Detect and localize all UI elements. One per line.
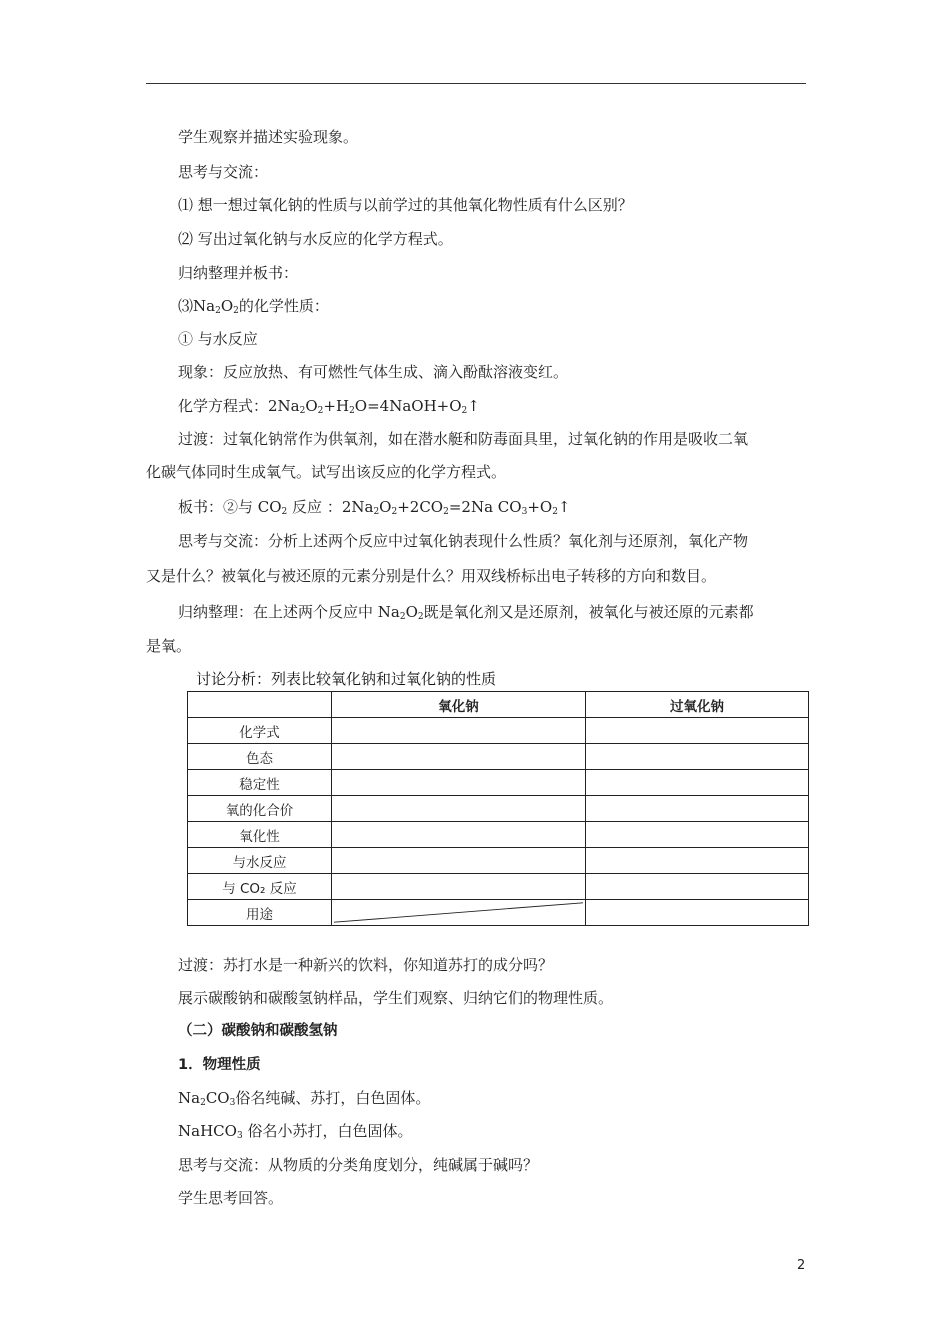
- header-rule: [146, 83, 806, 84]
- empty-cell: [332, 796, 586, 822]
- table-row: [188, 900, 809, 926]
- paragraph: 现象：反应放热、有可燃性气体生成、滴入酚酞溶液变红。: [178, 363, 569, 381]
- empty-cell-diagonal: [332, 900, 586, 926]
- empty-cell: [332, 874, 586, 900]
- empty-cell: [332, 770, 586, 796]
- row-label: 稳定性: [188, 770, 332, 796]
- paragraph: NaHCO$_3$ 俗名小苏打，白色固体。: [178, 1122, 413, 1141]
- paragraph: 化学方程式：$2Na_2O_2+H_2O=4NaOH+O_2↑$: [178, 397, 480, 416]
- table-row: [188, 770, 809, 796]
- row-label: 与水反应: [188, 848, 332, 874]
- table-header-row: [188, 692, 809, 718]
- empty-cell: [586, 822, 809, 848]
- diagonal-stroke: [332, 900, 585, 925]
- paragraph: 归纳整理：在上述两个反应中 $Na_2O_2$既是氧化剂又是还原剂，被氧化与被还原的元素都: [178, 603, 754, 622]
- paragraph: 思考与交流：: [178, 163, 269, 181]
- row-label: 色态: [188, 744, 332, 770]
- empty-cell: [586, 770, 809, 796]
- empty-cell: [332, 848, 586, 874]
- table-row: [188, 718, 809, 744]
- empty-cell: [332, 718, 586, 744]
- table-row: [188, 874, 809, 900]
- empty-cell: [332, 744, 586, 770]
- comparison-table: [187, 691, 809, 926]
- table-row: [188, 744, 809, 770]
- paragraph: 是氧。: [146, 637, 192, 655]
- table-row: [188, 796, 809, 822]
- empty-cell: [586, 744, 809, 770]
- table-caption: 讨论分析：列表比较氧化钠和过氧化钠的性质: [196, 670, 497, 688]
- paragraph: 又是什么？被氧化与被还原的元素分别是什么？用双线桥标出电子转移的方向和数目。: [146, 567, 717, 585]
- paragraph: 过渡：过氧化钠常作为供氧剂，如在潜水艇和防毒面具里，过氧化钠的作用是吸收二氧: [178, 430, 749, 448]
- paragraph: 思考与交流：分析上述两个反应中过氧化钠表现什么性质？氧化剂与还原剂，氧化产物: [178, 532, 749, 550]
- section-heading: （二）碳酸钠和碳酸氢钠: [178, 1023, 338, 1039]
- subsection-heading: 1．物理性质: [178, 1057, 261, 1073]
- empty-cell: [586, 796, 809, 822]
- header-cell: 过氧化钠: [586, 692, 809, 718]
- paragraph: ① 与水反应: [178, 330, 258, 348]
- header-cell: 氧化钠: [332, 692, 586, 718]
- table-row: [188, 822, 809, 848]
- paragraph: 过渡：苏打水是一种新兴的饮料，你知道苏打的成分吗？: [178, 956, 554, 974]
- page-number: 2: [797, 1258, 806, 1273]
- row-label: 用途: [188, 900, 332, 926]
- paragraph: 展示碳酸钠和碳酸氢钠样品，学生们观察、归纳它们的物理性质。: [178, 989, 614, 1007]
- empty-cell: [586, 874, 809, 900]
- paragraph: 归纳整理并板书：: [178, 264, 299, 282]
- row-label: 氧化性: [188, 822, 332, 848]
- header-cell: [188, 692, 332, 718]
- paragraph: 板书：②与 $CO_2$ 反应 ：$2Na_2O_2+2CO_2=2Na$ $CO_3+O_2↑$: [178, 498, 571, 517]
- empty-cell: [586, 900, 809, 926]
- paragraph: $⑶Na_2O_2$的化学性质：: [178, 297, 329, 316]
- table-row: [188, 848, 809, 874]
- empty-cell: [586, 848, 809, 874]
- empty-cell: [332, 822, 586, 848]
- row-label: 化学式: [188, 718, 332, 744]
- paragraph: $Na_2CO_3$俗名纯碱、苏打，白色固体。: [178, 1089, 431, 1108]
- paragraph: 化碳气体同时生成氧气。试写出该反应的化学方程式。: [146, 463, 507, 481]
- paragraph: 思考与交流：从物质的分类角度划分，纯碱属于碱吗？: [178, 1156, 539, 1174]
- paragraph: ⑴ 想一想过氧化钠的性质与以前学过的其他氧化物性质有什么区别？: [178, 196, 633, 214]
- row-label: 氧的化合价: [188, 796, 332, 822]
- empty-cell: [586, 718, 809, 744]
- row-label: 与 CO₂ 反应: [188, 874, 332, 900]
- paragraph: ⑵ 写出过氧化钠与水反应的化学方程式。: [178, 230, 453, 248]
- paragraph: 学生观察并描述实验现象。: [178, 128, 359, 146]
- paragraph: 学生思考回答。: [178, 1189, 284, 1207]
